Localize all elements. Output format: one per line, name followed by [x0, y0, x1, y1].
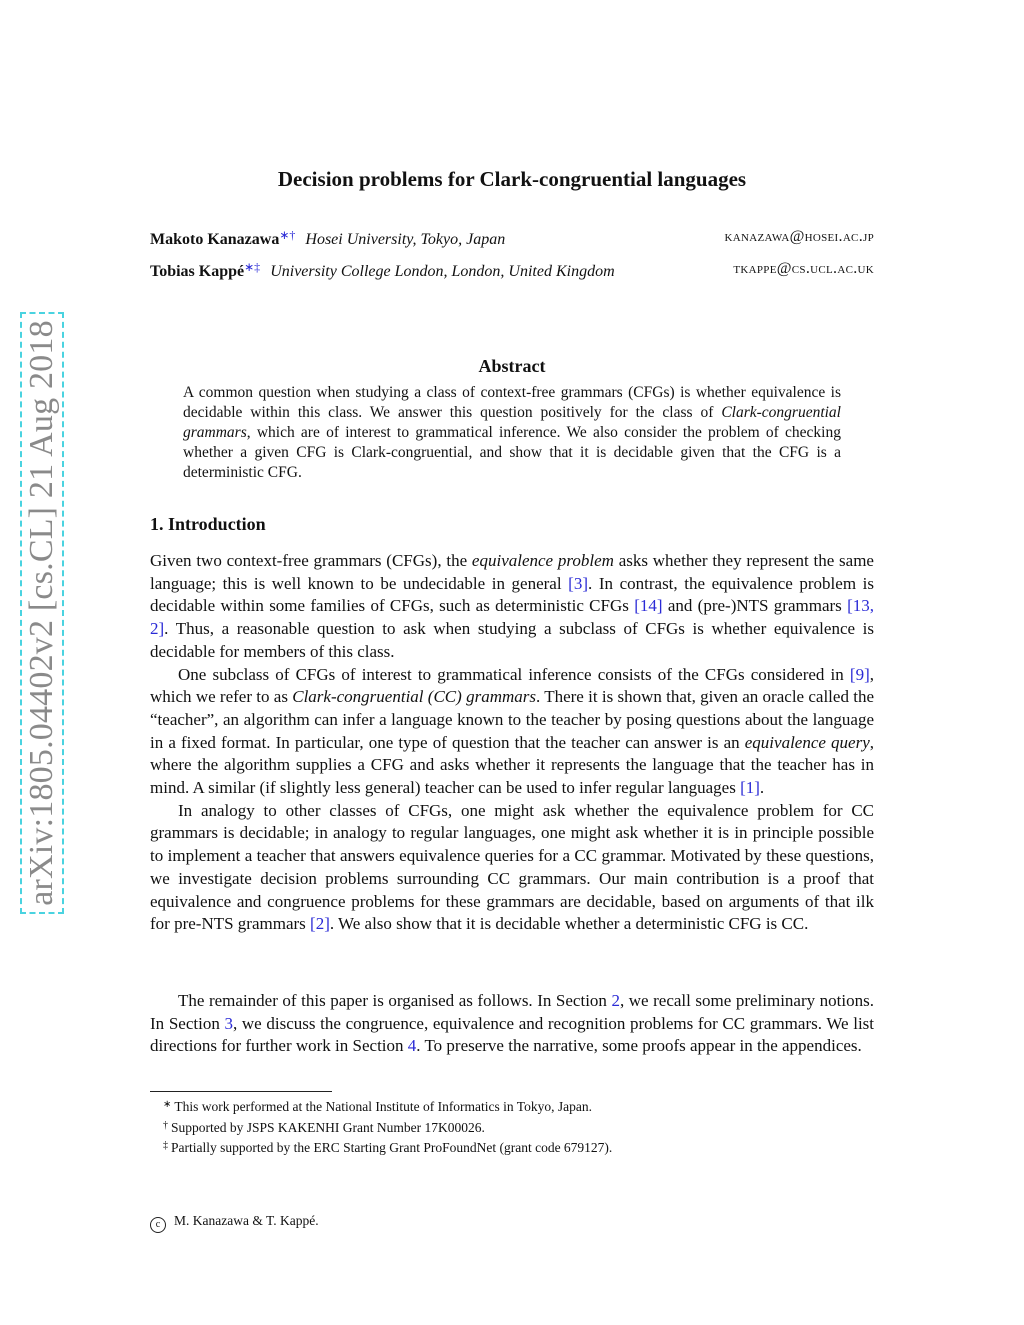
author-1-affiliation: Hosei University, Tokyo, Japan: [305, 231, 506, 248]
p1-text-c: . In contrast, the equivalence problem is decidable within some families of CFGs, such as deterministic CFGs: [150, 573, 874, 616]
footnote-text: Partially supported by the ERC Starting Grant ProFoundNet (grant code 679127).: [171, 1140, 613, 1155]
section-ref-link[interactable]: 3: [224, 1013, 233, 1033]
footnote: [163, 1137, 612, 1158]
author-2: [150, 260, 874, 282]
abstract-text: [183, 383, 841, 483]
p3-text-b: . We also show that it is decidable whether a deterministic CFG is CC.: [329, 914, 809, 934]
footnote-divider: [150, 1091, 332, 1092]
footnotes: [163, 1096, 612, 1158]
p1-text-b: asks whether they represent the same language; this is well known to be undecidable in general: [150, 551, 874, 593]
footnote-text: Supported by JSPS KAKENHI Grant Number 17K00026.: [171, 1119, 485, 1135]
p1-text-d: and (pre-)NTS grammars: [662, 596, 848, 616]
p2-emphasis-2: equivalence query: [744, 732, 870, 752]
footnote-text: This work performed at the National Institute of Informatics in Tokyo, Japan.: [174, 1099, 592, 1114]
p1-text-e: . Thus, a reasonable question to ask when studying a subclass of CFGs is whether equivalence is decidable for members of this class.: [150, 619, 874, 661]
footnote-mark: †: [163, 1119, 168, 1131]
footnote: [163, 1117, 612, 1138]
copyright-line: [150, 1213, 319, 1233]
p2-text-a: One subclass of CFGs of interest to grammatical inference consists of the CFGs considered in: [178, 664, 850, 684]
p4-text-d: . To preserve the narrative, some proofs appear in the appendices.: [416, 1036, 862, 1056]
section-ref-link[interactable]: 4: [407, 1036, 417, 1056]
abstract-heading: Abstract: [478, 356, 546, 376]
author-1-marks[interactable]: ∗†: [279, 228, 296, 242]
section-heading-introduction: 1. Introduction: [150, 514, 266, 534]
arxiv-side-stamp[interactable]: [20, 312, 64, 914]
p2-text-e: .: [759, 778, 765, 798]
p1-emphasis: equivalence problem: [471, 551, 614, 570]
copyright-icon: c: [150, 1217, 166, 1233]
paragraph-3: [150, 800, 874, 936]
p2-text-c: . There it is shown that, given an oracle called the “teacher”, an algorithm can infer a language known to the teacher by posing questions about the language in a fixed format. In particular, one type of question that the teacher can answer is an: [150, 687, 874, 752]
footnote-mark: ∗: [163, 1099, 172, 1110]
p3-text-a: In analogy to other classes of CFGs, one might ask whether the equivalence problem for CC grammars is decidable; in analogy to regular languages, one might ask whether it is in principle possible to implement a teacher that answers equivalence queries for a CC grammar. Motivated by these questions, we investigate decision problems surrounding CC grammars. Our main contribution is a proof that equivalence and congruence problems for these grammars are decidable, based on arguments of that ilk for pre-NTS grammars: [150, 800, 874, 934]
p2-text-b: , which we refer to as: [150, 664, 874, 707]
p4-text-c: , we discuss the congruence, equivalence and recognition problems for CC grammars. We list directions for further work in Section: [150, 1013, 875, 1056]
author-1-email: kanazawa@hosei.ac.jp: [724, 228, 874, 245]
citation-link[interactable]: [13, 2]: [150, 596, 875, 639]
author-1: [150, 228, 874, 250]
citation-link[interactable]: [1]: [740, 778, 760, 798]
p1-text-a: Given two context-free grammars (CFGs), the: [150, 551, 472, 570]
p4-text-a: The remainder of this paper is organised as follows. In Section: [178, 991, 612, 1010]
citation-link[interactable]: [3]: [568, 573, 588, 593]
p2-text-d: , where the algorithm supplies a CFG and asks whether it represents the language that the teacher has in mind. A similar (if slightly less general) teacher can be used to infer regular languages: [150, 732, 874, 798]
paragraph-2: [150, 664, 874, 800]
p4-text-b: , we recall some preliminary notions. In Section: [150, 991, 874, 1033]
introduction-body-continued: [150, 990, 874, 1058]
citation-link[interactable]: [9]: [849, 664, 870, 684]
paper-title: Decision problems for Clark-congruential languages: [277, 167, 747, 191]
author-2-affiliation: University College London, London, United Kingdom: [270, 263, 615, 280]
paragraph-4: [150, 990, 874, 1058]
paragraph-1: [150, 550, 874, 664]
author-2-marks[interactable]: ∗‡: [244, 260, 261, 274]
section-ref-link[interactable]: 2: [611, 991, 620, 1010]
citation-link[interactable]: [2]: [310, 914, 330, 934]
introduction-body: [150, 550, 874, 936]
footnote: [163, 1096, 612, 1117]
abstract-emphasis: Clark-congruential grammars: [183, 404, 841, 441]
citation-link[interactable]: [14]: [634, 596, 663, 616]
arxiv-id[interactable]: arXiv:1805.04402v2 [cs.CL] 21 Aug 2018: [23, 320, 60, 906]
author-1-name: Makoto Kanazawa: [150, 231, 280, 248]
author-2-name: Tobias Kappé: [150, 263, 245, 280]
author-2-email: tkappe@cs.ucl.ac.uk: [733, 260, 874, 277]
abstract-part-1: A common question when studying a class of context-free grammars (CFGs) is whether equivalence is decidable within this class. We answer this question positively for the class of: [183, 384, 841, 421]
footnote-mark: ‡: [163, 1140, 168, 1151]
abstract-part-2: , which are of interest to grammatical inference. We also consider the problem of checking whether a given CFG is Clark-congruential, and show that it is decidable given that the CFG is a deterministic CFG.: [183, 424, 841, 481]
copyright-text: M. Kanazawa & T. Kappé.: [174, 1213, 319, 1228]
p2-emphasis-1: Clark-congruential (CC) grammars: [292, 687, 536, 707]
